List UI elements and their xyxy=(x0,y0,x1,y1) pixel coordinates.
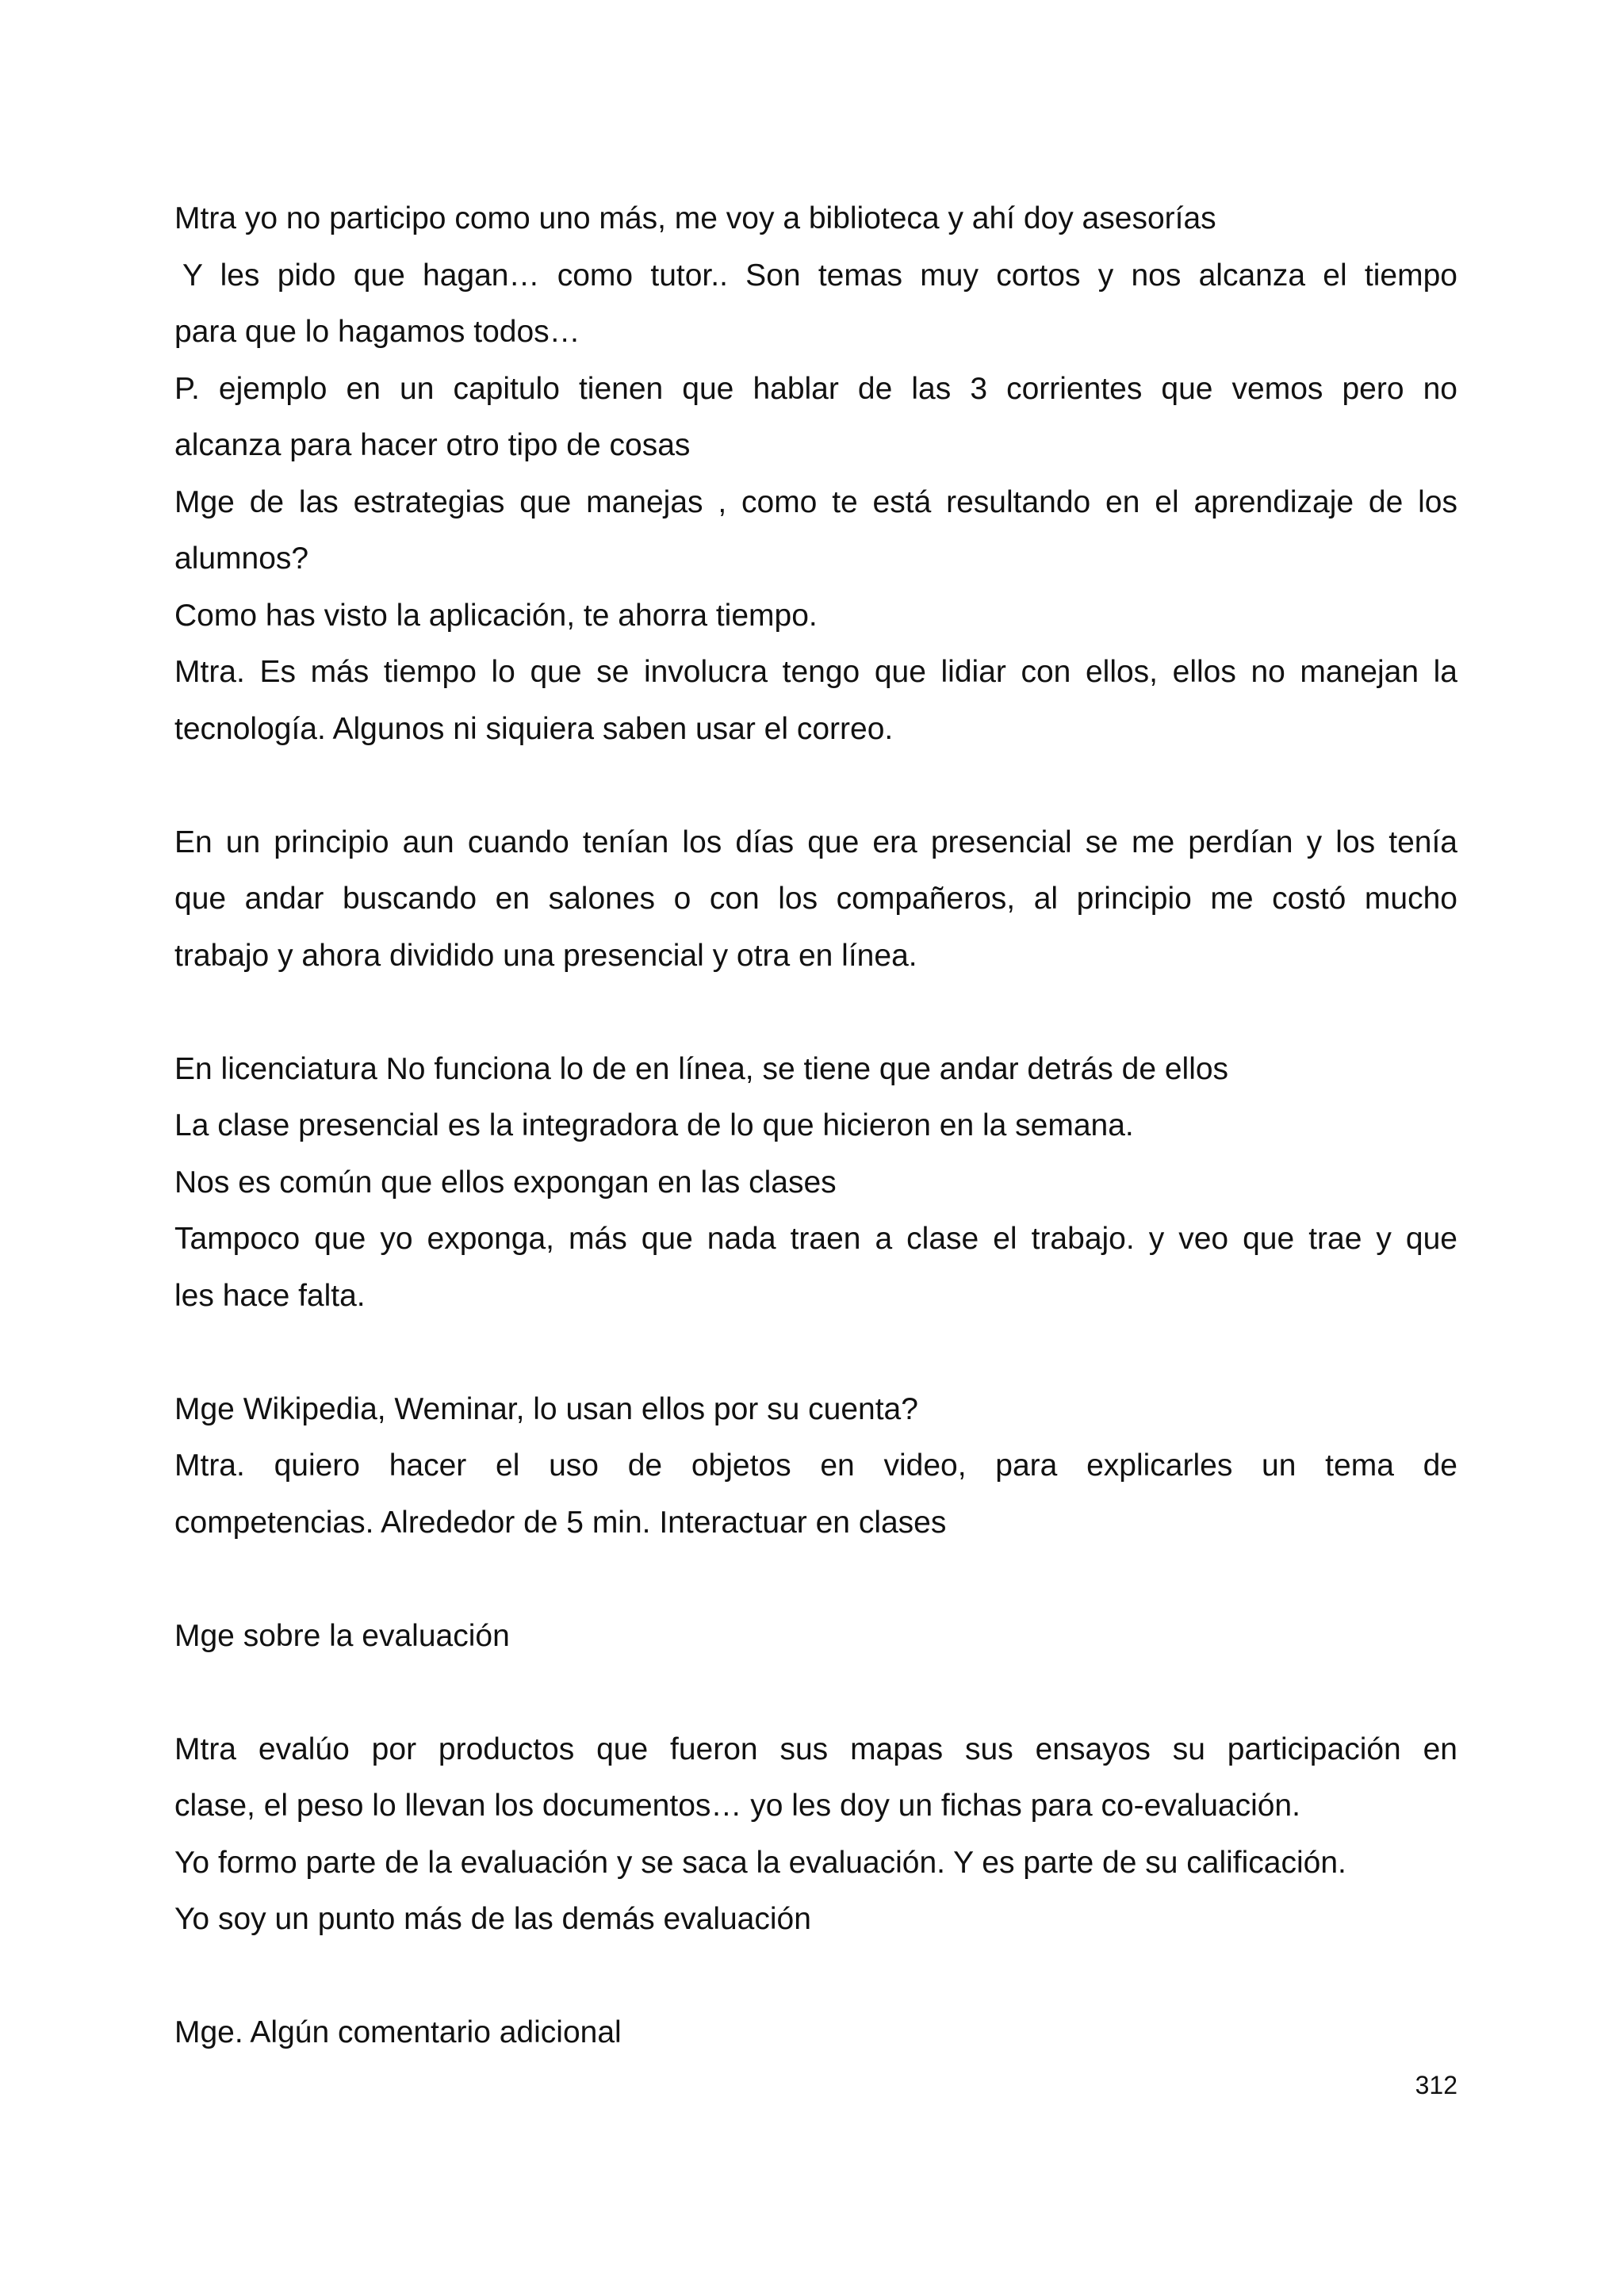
document-body xyxy=(174,190,1457,2061)
page-number: 312 xyxy=(1415,2071,1457,2099)
paragraph-spacer xyxy=(174,1551,1457,1608)
text-line: trabajo y ahora dividido una presencial y otra en línea. xyxy=(174,938,917,973)
paragraph-spacer xyxy=(174,757,1457,814)
text-line: Yo soy un punto más de las demás evaluación xyxy=(174,1902,811,1936)
text-line: clase, el peso lo llevan los documentos… yo les doy un fichas para co-evaluación. xyxy=(174,1789,1300,1823)
text-line: En un principio aun cuando tenían los días que era presencial se me perdían y los tenía xyxy=(174,825,1457,859)
text-line: En licenciatura No funciona lo de en línea, se tiene que andar detrás de ellos xyxy=(174,1051,1229,1086)
text-line: Yo formo parte de la evaluación y se saca la evaluación. Y es parte de su calificación. xyxy=(174,1845,1346,1880)
paragraph-spacer xyxy=(174,1324,1457,1381)
text-line: les hace falta. xyxy=(174,1278,366,1313)
paragraph-spacer xyxy=(174,984,1457,1041)
text-line: Mge de las estrategias que manejas , como te está resultando en el aprendizaje de los xyxy=(174,484,1457,519)
text-line: La clase presencial es la integradora de lo que hicieron en la semana. xyxy=(174,1108,1134,1142)
text-line: Tampoco que yo exponga, más que nada traen a clase el trabajo. y veo que trae y que xyxy=(174,1222,1457,1256)
text-line: P. ejemplo en un capitulo tienen que hablar de las 3 corrientes que vemos pero no xyxy=(174,371,1457,406)
text-line: Mge Wikipedia, Weminar, lo usan ellos por su cuenta? xyxy=(174,1391,918,1426)
text-line: competencias. Alrededor de 5 min. Interactuar en clases xyxy=(174,1505,947,1540)
text-line: Mge sobre la evaluación xyxy=(174,1618,510,1653)
text-line: Y les pido que hagan… como tutor.. Son temas muy cortos y nos alcanza el tiempo xyxy=(182,258,1457,293)
text-line: que andar buscando en salones o con los compañeros, al principio me costó mucho xyxy=(174,882,1457,916)
paragraph-spacer xyxy=(174,1664,1457,1721)
text-line: tecnología. Algunos ni siquiera saben usar el correo. xyxy=(174,711,894,746)
text-line: alcanza para hacer otro tipo de cosas xyxy=(174,428,691,462)
text-line: Mtra. Es más tiempo lo que se involucra tengo que lidiar con ellos, ellos no manejan la xyxy=(174,655,1457,689)
text-line: para que lo hagamos todos… xyxy=(174,315,580,349)
text-line: Como has visto la aplicación, te ahorra tiempo. xyxy=(174,598,818,633)
text-line: Mge. Algún comentario adicional xyxy=(174,2015,622,2049)
text-line: Mtra yo no participo como uno más, me voy a biblioteca y ahí doy asesorías xyxy=(174,201,1216,235)
paragraph-spacer xyxy=(174,1948,1457,2005)
text-line: Mtra evalúo por productos que fueron sus mapas sus ensayos su participación en xyxy=(174,1732,1457,1766)
text-line: alumnos? xyxy=(174,541,309,576)
text-line: Mtra. quiero hacer el uso de objetos en video, para explicarles un tema de xyxy=(174,1448,1457,1483)
text-line: Nos es común que ellos expongan en las clases xyxy=(174,1165,837,1200)
